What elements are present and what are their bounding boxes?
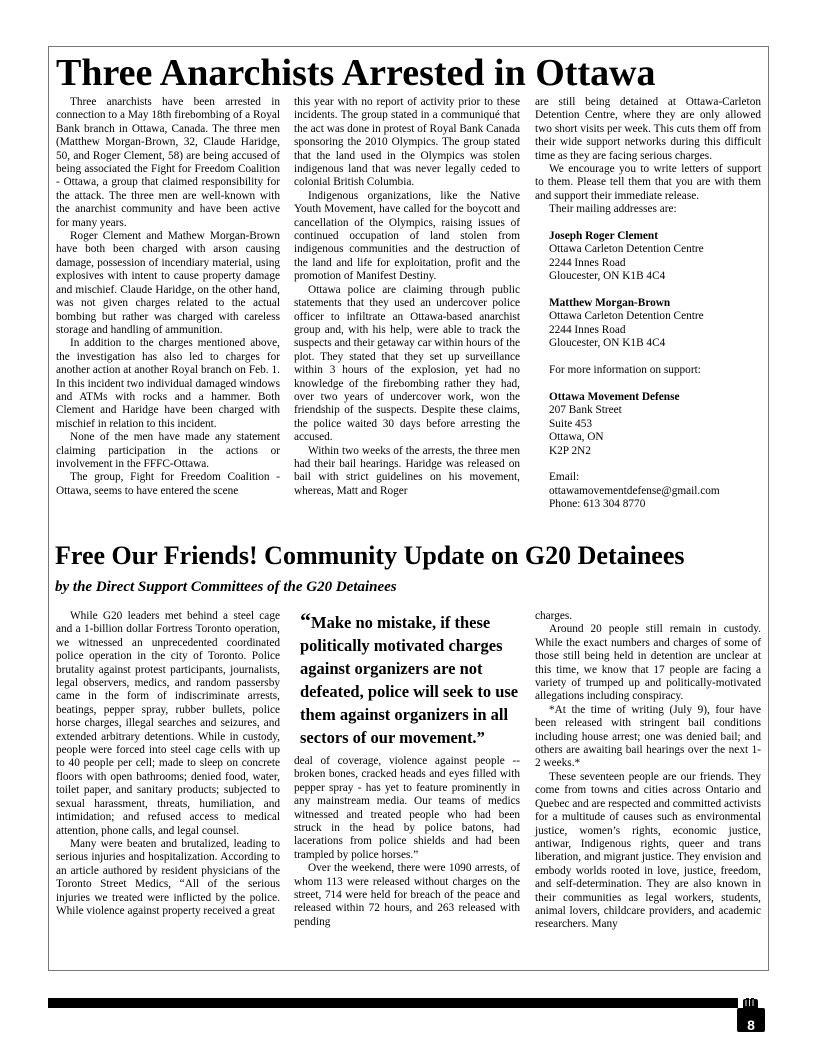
paragraph: Indigenous organizations, like the Native Youth Movement, have called for the boycott and cancellation of the Olympics, raising issues of continued occupation of land stolen from indigenous communities and the destruction of the land and life for exploitation, profit and the promotion of Manifest Destiny. (294, 189, 520, 283)
article-1-title: Three Anarchists Arrested in Ottawa (56, 52, 656, 94)
support-organization (535, 391, 761, 458)
paragraph: We encourage you to write letters of support to them. Please tell them that you are with them and support their immediate release. (535, 163, 761, 202)
article-1-column-3 (535, 96, 761, 512)
address-line: Ottawa Carleton Detention Centre (549, 310, 704, 323)
paragraph: Three anarchists have been arrested in connection to a May 18th firebombing of a Royal Bank branch in Ottawa, Canada. The three men (Matthew Morgan-Brown, 32, Claude Haridge, 50, and Roger Clement, 58) are being accused of being associated the Fight for Freedom Coalition - Ottawa, a group that claimed responsibility for the attack. The three men are well-known with the anarchist community and have been active for many years. (56, 96, 281, 229)
organization-name: Ottawa Movement Defense (549, 390, 680, 403)
address-line: Ottawa, ON (549, 431, 604, 444)
address-line: K2P 2N2 (549, 444, 591, 457)
email-address: ottawamovementdefense@gmail.com (549, 484, 720, 497)
paragraph: Ottawa police are claiming through public statements that they used an undercover police officer to infiltrate an Ottawa-based anarchist group and, with his help, were able to track the suspects and their getaway car within hours of the plot. They stated that they set up surveillance within 3 hours of the explosion, yet had no knowledge of the firebombing rather they had, over two years of undercover work, won the friendship of the suspects. Despite these claims, the police waited 30 days before arresting the accused. (294, 283, 520, 444)
paragraph: In addition to the charges mentioned above, the investigation has also led to charges for another action at another Royal branch on Feb. 1. In this incident two individual damaged windows and ATMs with rocks and a hammer. Both Clement and Haridge have been charged with mischief in relation to this incident. (56, 337, 280, 430)
pull-quote (300, 609, 520, 749)
support-info-label: For more information on support: (549, 364, 701, 377)
address-line: Suite 453 (549, 417, 592, 430)
paragraph: charges. (535, 610, 573, 622)
footer-bar (48, 998, 738, 1008)
address-line: 2244 Innes Road (549, 256, 626, 269)
paragraph: These seventeen people are our friends. They come from towns and cities across Ontario and Quebec and are respected and committed activists for a multitude of causes such as environmental justice, women’s rights, economic justice, antiwar, Indigenous rights, queer and trans liberation, and migrant justice. They envision and embody worlds rooted in love, justice, freedom, and self-determination. They are also known in their communities as legal workers, students, animal lovers, childcare providers, and academic researchers. Many (535, 770, 761, 931)
paragraph: *At the time of writing (July 9), four have been released with stringent bail conditions including house arrest; one was denied bail; and others are awaiting bail hearings over the next 1-2 weeks.* (535, 703, 761, 770)
paragraph: Their mailing addresses are: (549, 203, 677, 216)
address-line: Ottawa Carleton Detention Centre (549, 243, 704, 256)
address-line: 207 Bank Street (549, 404, 622, 417)
phone-number: Phone: 613 304 8770 (549, 498, 646, 511)
address-name: Joseph Roger Clement (549, 230, 658, 243)
address-line: 2244 Innes Road (549, 323, 626, 336)
byline: by the Direct Support Committees of the G20 Detainees (55, 579, 397, 595)
paragraph: Within two weeks of the arrests, the three men had their bail hearings. Haridge was released on bail with strict guidelines on his movement, whereas, Matt and Roger (294, 444, 520, 497)
paragraph: are still being detained at Ottawa-Carleton Detention Centre, where they are only allowed two short visits per week. This cuts them off from their wide support networks during this difficult time as they are facing serious charges. (535, 96, 761, 162)
paragraph: The group, Fight for Freedom Coalition - Ottawa, seems to have entered the scene (56, 471, 280, 497)
paragraph: While G20 leaders met behind a steel cage and a 1-billion dollar Fortress Toronto operation, we witnessed an unprecedented coordinated police operation in the city of Toronto. Police brutality against protest participants, journalists, legal observers, medics, and random passersby came in the form of indiscriminate arrests, beatings, pepper spray, rubber bullets, police horse charges, illegal searches and seizures, and extended arbitrary detentions. While in custody, people were forced into steel cage cells with up to 40 people per cell; made to sleep on concrete floors with open bathrooms; denied food, water, toilet paper, and sanitary products; subjected to sexual harassment, threats, humiliation, and intimidation; and refused access to medical attention, phone calls, and legal counsel. (56, 610, 280, 837)
article-2-column-3 (535, 610, 761, 932)
open-quote-mark: “ (300, 608, 311, 633)
article-2-column-1 (56, 610, 280, 918)
article-2-column-2 (294, 609, 520, 929)
contact-info (535, 471, 761, 511)
pull-quote-text: Make no mistake, if these politically motivated charges against organizers are not defeated, police will seek to use them against organizers in all sectors of our movement. (300, 613, 519, 747)
article-1-column-1 (56, 96, 280, 498)
mailing-address-morgan-brown (535, 297, 761, 351)
address-line: Gloucester, ON K1B 4C4 (549, 337, 666, 350)
page-number: 8 (747, 1017, 755, 1033)
address-line: Gloucester, ON K1B 4C4 (549, 270, 666, 283)
close-quote-mark: ” (476, 728, 485, 747)
mailing-address-clement (535, 230, 761, 284)
paragraph: this year with no report of activity prior to these incidents. The group stated in a communiqué that the act was done in protest of Royal Bank Canada sponsoring the 2010 Olympics. The group stated that the land used in the Olympics was stolen indigenous land that was never legally ceded to colonial British Columbia. (294, 96, 520, 189)
email-label: Email: (549, 471, 580, 484)
address-name: Matthew Morgan-Brown (549, 297, 671, 310)
paragraph: deal of coverage, violence against people -- broken bones, cracked heads and eyes filled with pepper spray - has yet to feature prominently in any mainstream media. Our teams of medics witnessed and treated people who had been struck in the head by police batons, had lacerations from police shields and had been trampled by police horses.” (294, 755, 520, 861)
paragraph: Roger Clement and Mathew Morgan-Brown have both been charged with arson causing damage, possession of incendiary material, using explosives with intent to cause property damage and mischief. Claude Haridge, on the other hand, was not given charges related to the actual bombing but rather was charged with careless storage and handling of ammunition. (56, 230, 280, 336)
paragraph: Around 20 people still remain in custody. While the exact numbers and charges of some of those still being held in detention are unclear at this time, we know that 17 people are facing a variety of trumped up and politically-motivated allegations including conspiracy. (535, 623, 761, 703)
article-2-title: Free Our Friends! Community Update on G20 Detainees (55, 541, 685, 570)
paragraph: None of the men have made any statement claiming participation in the actions or involvement in the FFFC-Ottawa. (56, 431, 280, 470)
paragraph: Many were beaten and brutalized, leading to serious injuries and hospitalization. According to an article authored by resident physicians of the Toronto Street Medics, “All of the serious injuries we treated were inflicted by the police. While violence against property received a great (56, 837, 280, 917)
paragraph: Over the weekend, there were 1090 arrests, of whom 113 were released without charges on the street, 714 were held for breach of the peace and released within 72 hours, and 263 released with pending (294, 862, 520, 928)
article-1-column-2 (294, 96, 520, 498)
